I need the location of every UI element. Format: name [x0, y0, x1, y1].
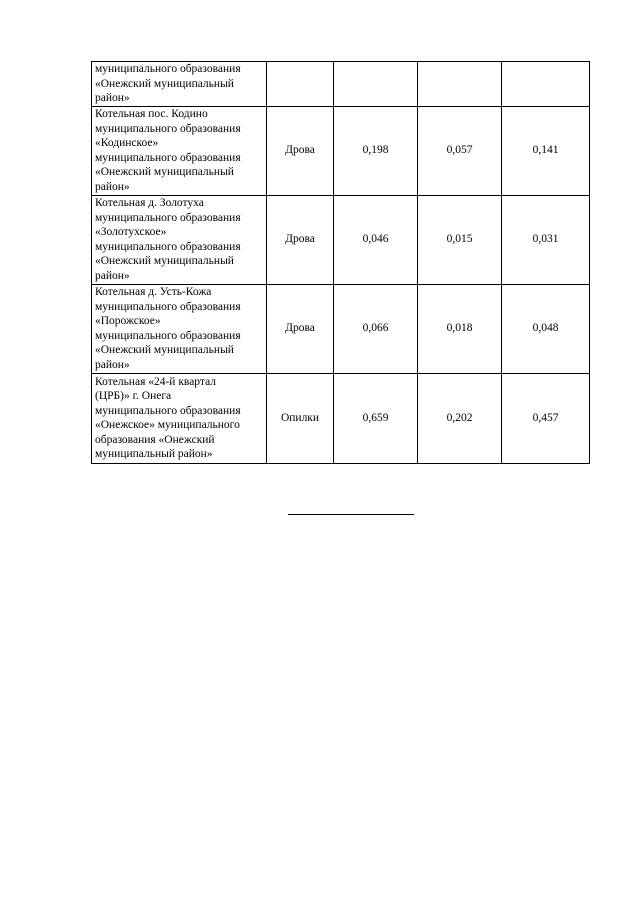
boiler-name-line: район»: [95, 269, 130, 282]
boiler-name-line: муниципального образования: [95, 211, 241, 224]
value-cell-3: 0,457: [502, 373, 590, 463]
value-cell-2: 0,015: [418, 195, 502, 284]
boiler-name-line: (ЦРБ)» г. Онега: [95, 390, 172, 403]
boiler-name-cell: [92, 106, 267, 195]
boiler-name-line: муниципального образования: [95, 240, 241, 253]
boiler-name-line: муниципального образования: [95, 122, 241, 135]
boiler-name-line: «Кодинское»: [95, 137, 159, 150]
value-cell-1: 0,659: [334, 373, 418, 463]
boiler-name-line: район»: [95, 358, 130, 371]
boiler-name-line: «Онежское» муниципального: [95, 419, 240, 432]
boiler-name-line: «Онежский муниципальный: [95, 344, 234, 357]
table-row: [92, 195, 590, 284]
end-of-document-rule: [288, 514, 414, 515]
boiler-name-line: «Онежский муниципальный: [95, 77, 234, 90]
boiler-fuel-table: [91, 61, 590, 464]
boiler-name-line: «Золотухское»: [95, 226, 167, 239]
boiler-name-cell: [92, 284, 267, 373]
boiler-name-cell: [92, 195, 267, 284]
boiler-name-line: муниципального образования: [95, 329, 241, 342]
value-cell-3: [502, 62, 590, 107]
table-row: [92, 62, 590, 107]
boiler-name-line: «Онежский муниципальный: [95, 255, 234, 268]
table-row: [92, 106, 590, 195]
fuel-type-cell: Дрова: [267, 195, 334, 284]
value-cell-1: [334, 62, 418, 107]
boiler-name-line: район»: [95, 92, 130, 105]
value-cell-3: 0,141: [502, 106, 590, 195]
boiler-name-cell: [92, 373, 267, 463]
boiler-name-line: муниципальный район»: [95, 448, 213, 461]
value-cell-2: 0,057: [418, 106, 502, 195]
value-cell-2: 0,202: [418, 373, 502, 463]
value-cell-1: 0,046: [334, 195, 418, 284]
value-cell-1: 0,066: [334, 284, 418, 373]
boiler-name-line: муниципального образования: [95, 63, 241, 75]
value-cell-2: 0,018: [418, 284, 502, 373]
table-row: [92, 373, 590, 463]
fuel-type-cell: [267, 62, 334, 107]
value-cell-3: 0,031: [502, 195, 590, 284]
fuel-type-cell: Дрова: [267, 106, 334, 195]
fuel-type-cell: Опилки: [267, 373, 334, 463]
boiler-name-line: «Онежский муниципальный: [95, 166, 234, 179]
boiler-name-line: Котельная д. Усть-Кожа: [95, 286, 212, 298]
fuel-type-cell: Дрова: [267, 284, 334, 373]
boiler-name-line: Котельная «24-й квартал: [95, 375, 217, 388]
boiler-name-line: образования «Онежский: [95, 433, 215, 446]
boiler-name-cell: [92, 62, 267, 107]
boiler-name-line: Котельная пос. Кодино: [95, 108, 208, 120]
value-cell-1: 0,198: [334, 106, 418, 195]
value-cell-3: 0,048: [502, 284, 590, 373]
boiler-name-line: муниципального образования: [95, 151, 241, 164]
boiler-name-line: район»: [95, 180, 130, 193]
boiler-name-line: муниципального образования: [95, 404, 241, 417]
boiler-name-line: муниципального образования: [95, 300, 241, 313]
boiler-name-line: Котельная д. Золотуха: [95, 197, 204, 209]
table-row: [92, 284, 590, 373]
value-cell-2: [418, 62, 502, 107]
boiler-name-line: «Порожское»: [95, 315, 161, 328]
